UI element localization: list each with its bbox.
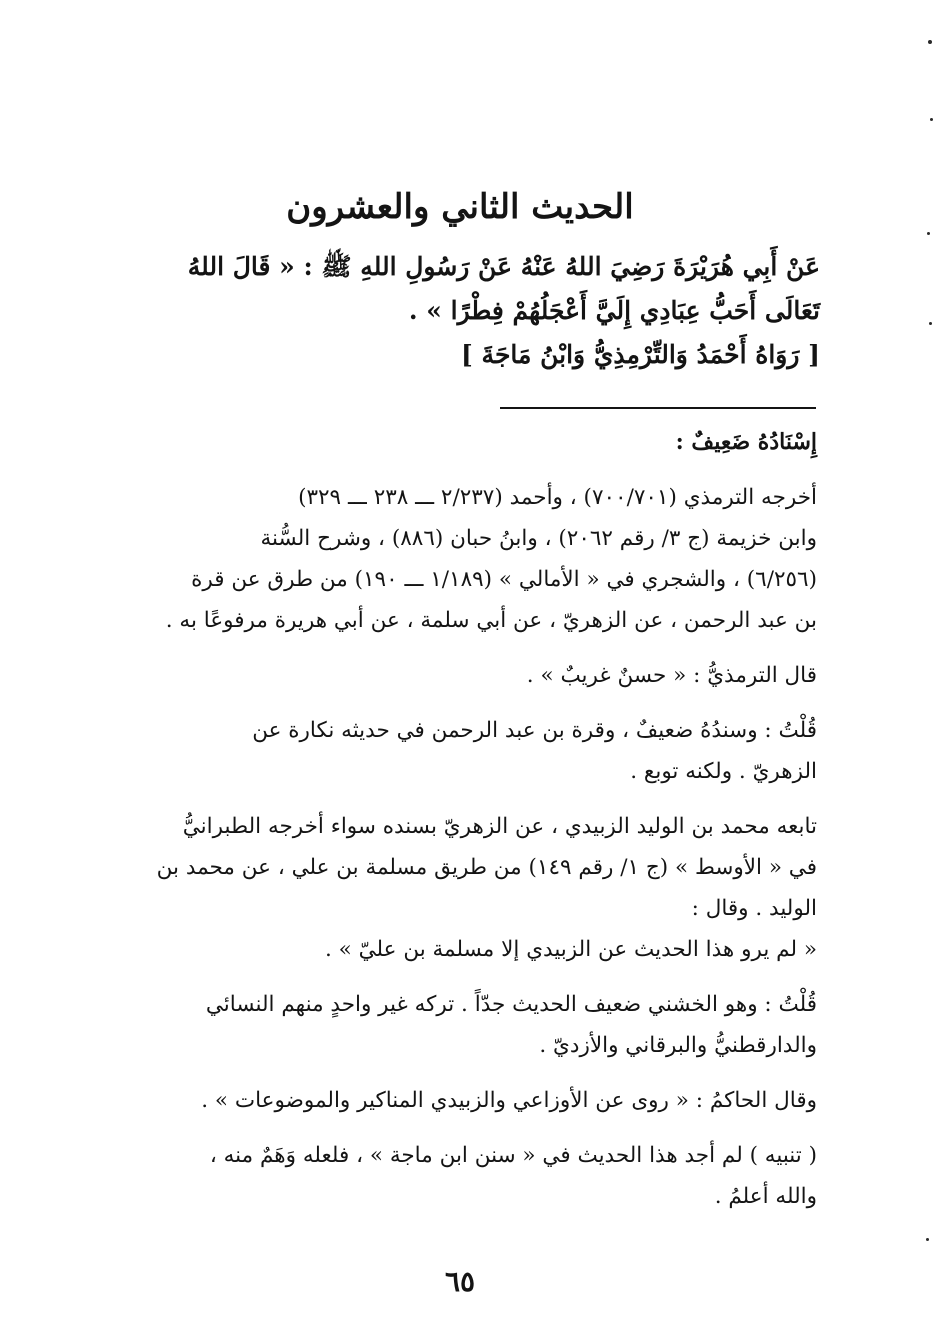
commentary-line: الزهريّ . ولكنه توبع . <box>630 759 817 784</box>
isnad-heading: إِسْنَادُهُ ضَعِيفٌ : <box>675 429 817 455</box>
scan-speck <box>927 232 930 235</box>
scan-speck <box>928 40 932 44</box>
commentary-line: والله أعلمُ . <box>714 1184 817 1209</box>
commentary-line: والدارقطنيُّ والبرقاني والأزديّ . <box>539 1033 817 1058</box>
commentary-line: ( تنبيه ) لم أجد هذا الحديث في « سنن ابن ماجة » ، فلعله وَهَمٌ منه ، <box>209 1143 817 1168</box>
commentary-line: « لم يرو هذا الحديث عن الزبيدي إلا مسلمة بن عليّ » . <box>324 937 817 962</box>
page-number: ٦٥ <box>444 1265 476 1298</box>
commentary-line: قُلْتُ : وسندُهُ ضعيفٌ ، وقرة بن عبد الرحمن في حديثه نكارة عن <box>252 718 817 743</box>
commentary-line: قال الترمذيُّ : « حسنٌ غريبٌ » . <box>526 663 817 688</box>
separator-rule <box>500 407 816 409</box>
commentary <box>125 422 817 1217</box>
commentary-line: وقال الحاكمُ : « روى عن الأوزاعي والزبيدي المناكير والموضوعات » . <box>201 1088 817 1113</box>
hadith-text <box>130 245 820 377</box>
commentary-line: تابعه محمد بن الوليد الزبيدي ، عن الزهريّ بسنده سواء أخرجه الطبرانيُّ <box>182 814 817 839</box>
commentary-line: (٦/٢٥٦) ، والشجري في « الأمالي » (١/١٨٩ ـــ ١٩٠) من طرق عن قرة <box>191 567 817 592</box>
commentary-line: في « الأوسط » (ج ١/ رقم ١٤٩) من طريق مسلمة بن علي ، عن محمد بن <box>156 855 817 880</box>
scan-speck <box>929 322 932 325</box>
scan-speck <box>926 1238 929 1241</box>
commentary-line: بن عبد الرحمن ، عن الزهريّ ، عن أبي سلمة ، عن أبي هريرة مرفوعًا به . <box>165 608 817 633</box>
scan-speck <box>930 118 933 121</box>
hadith-title: الحديث الثاني والعشرون <box>286 187 634 227</box>
commentary-line: قُلْتُ : وهو الخشني ضعيف الحديث جدّاً . تركه غير واحدٍ منهم النسائي <box>205 992 817 1017</box>
commentary-line: وابن خزيمة (ج ٣/ رقم ٢٠٦٢) ، وابنُ حبان (٨٨٦) ، وشرح السُّنة <box>260 526 817 551</box>
hadith-line: تَعَالَى أَحَبُّ عِبَادِي إِلَيَّ أَعْجَلُهُمْ فِطْرًا » . <box>408 296 820 325</box>
commentary-line: أخرجه الترمذي (٧٠٠/٧٠١) ، وأحمد (٢/٢٣٧ ـــ ٢٣٨ ـــ ٣٢٩) <box>298 485 817 510</box>
hadith-line: عَنْ أَبِي هُرَيْرَةَ رَضِيَ اللهُ عَنْهُ عَنْ رَسُولِ اللهِ ﷺ : « قَالَ اللهُ <box>187 252 820 281</box>
commentary-line: الوليد . وقال : <box>691 896 817 921</box>
hadith-source: [ رَوَاهُ أَحْمَدُ وَالتِّرْمِذِيُّ وَابْنُ مَاجَةَ ] <box>461 340 820 369</box>
